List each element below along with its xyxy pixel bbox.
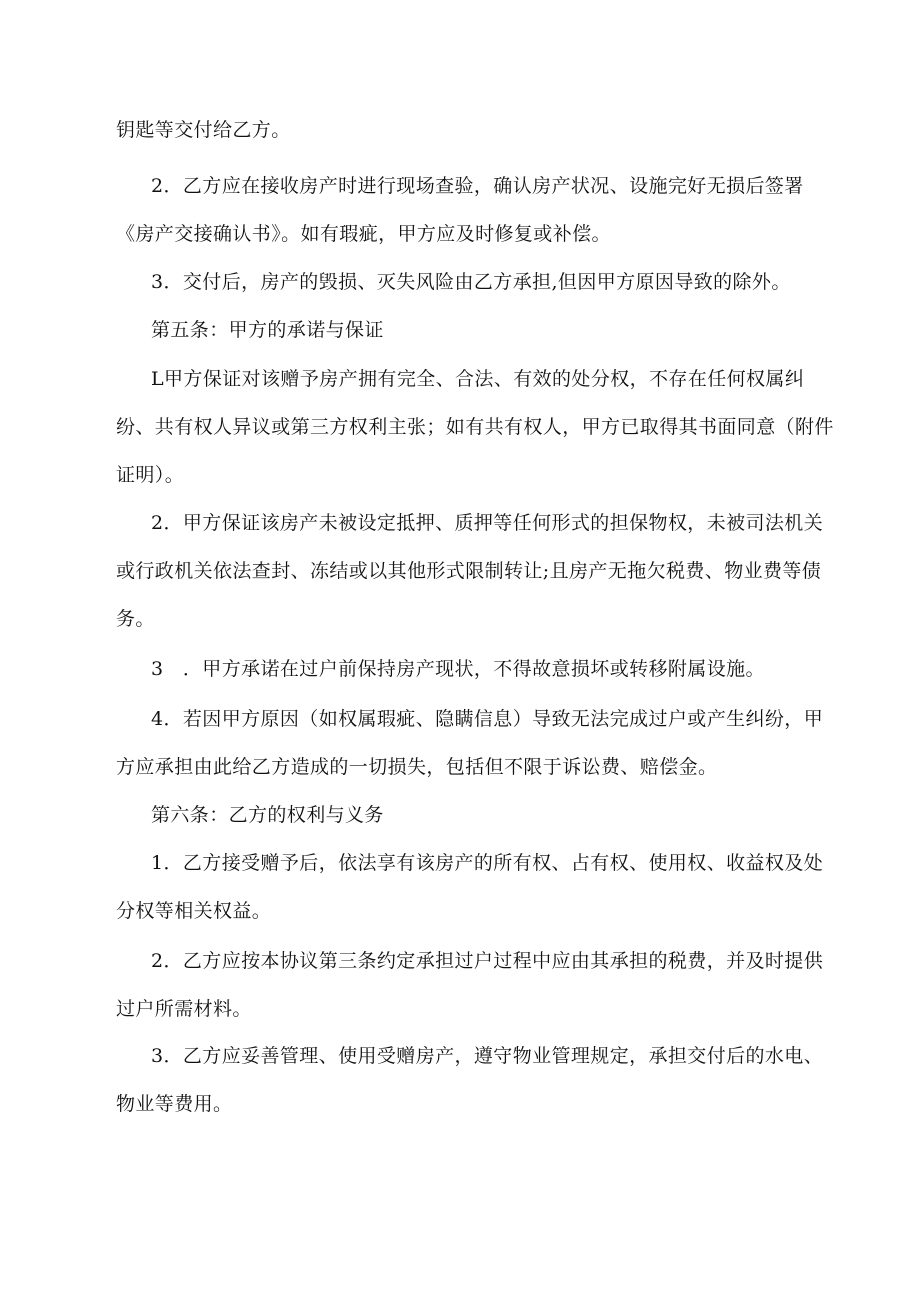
- paragraph-4-3: 3．交付后，房产的毁损、灭失风险由乙方承担,但因甲方原因导致的除外。: [151, 271, 791, 293]
- paragraph-continuation: 钥匙等交付给乙方。: [116, 119, 291, 141]
- paragraph-4-2: 2．乙方应在接收房产时进行现场查验，确认房产状况、设施完好无损后签署《房产交接确认书》。如有瑕疵，甲方应及时修复或补偿。: [116, 175, 804, 245]
- paragraph-5-1: L甲方保证对该赠予房产拥有完全、合法、有效的处分权，不存在任何权属纠纷、共有权人异议或第三方权利主张；如有共有权人，甲方已取得其书面同意（附件证明）。: [116, 368, 834, 486]
- paragraph-6-2: 2．乙方应按本协议第三条约定承担过户过程中应由其承担的税费，并及时提供过户所需材料。: [116, 950, 824, 1020]
- paragraph-5-3: 3 ．甲方承诺在过户前保持房产现状，不得故意损坏或转移附属设施。: [151, 658, 765, 680]
- paragraph-6-1: 1．乙方接受赠予后，依法享有该房产的所有权、占有权、使用权、收益权及处分权等相关权益。: [116, 852, 824, 922]
- section-heading-5: 第五条：甲方的承诺与保证: [151, 319, 384, 341]
- paragraph-5-4: 4．若因甲方原因（如权属瑕疵、隐瞒信息）导致无法完成过户或产生纠纷，甲方应承担由此给乙方造成的一切损失，包括但不限于诉讼费、赔偿金。: [116, 708, 824, 778]
- paragraph-5-2: 2．甲方保证该房产未被设定抵押、质押等任何形式的担保物权，未被司法机关或行政机关依法查封、冻结或以其他形式限制转让;且房产无拖欠税费、物业费等债务。: [116, 512, 824, 630]
- paragraph-6-3: 3．乙方应妥善管理、使用受赠房产，遵守物业管理规定，承担交付后的水电、物业等费用。: [116, 1045, 824, 1115]
- section-heading-6: 第六条：乙方的权利与义务: [151, 804, 384, 826]
